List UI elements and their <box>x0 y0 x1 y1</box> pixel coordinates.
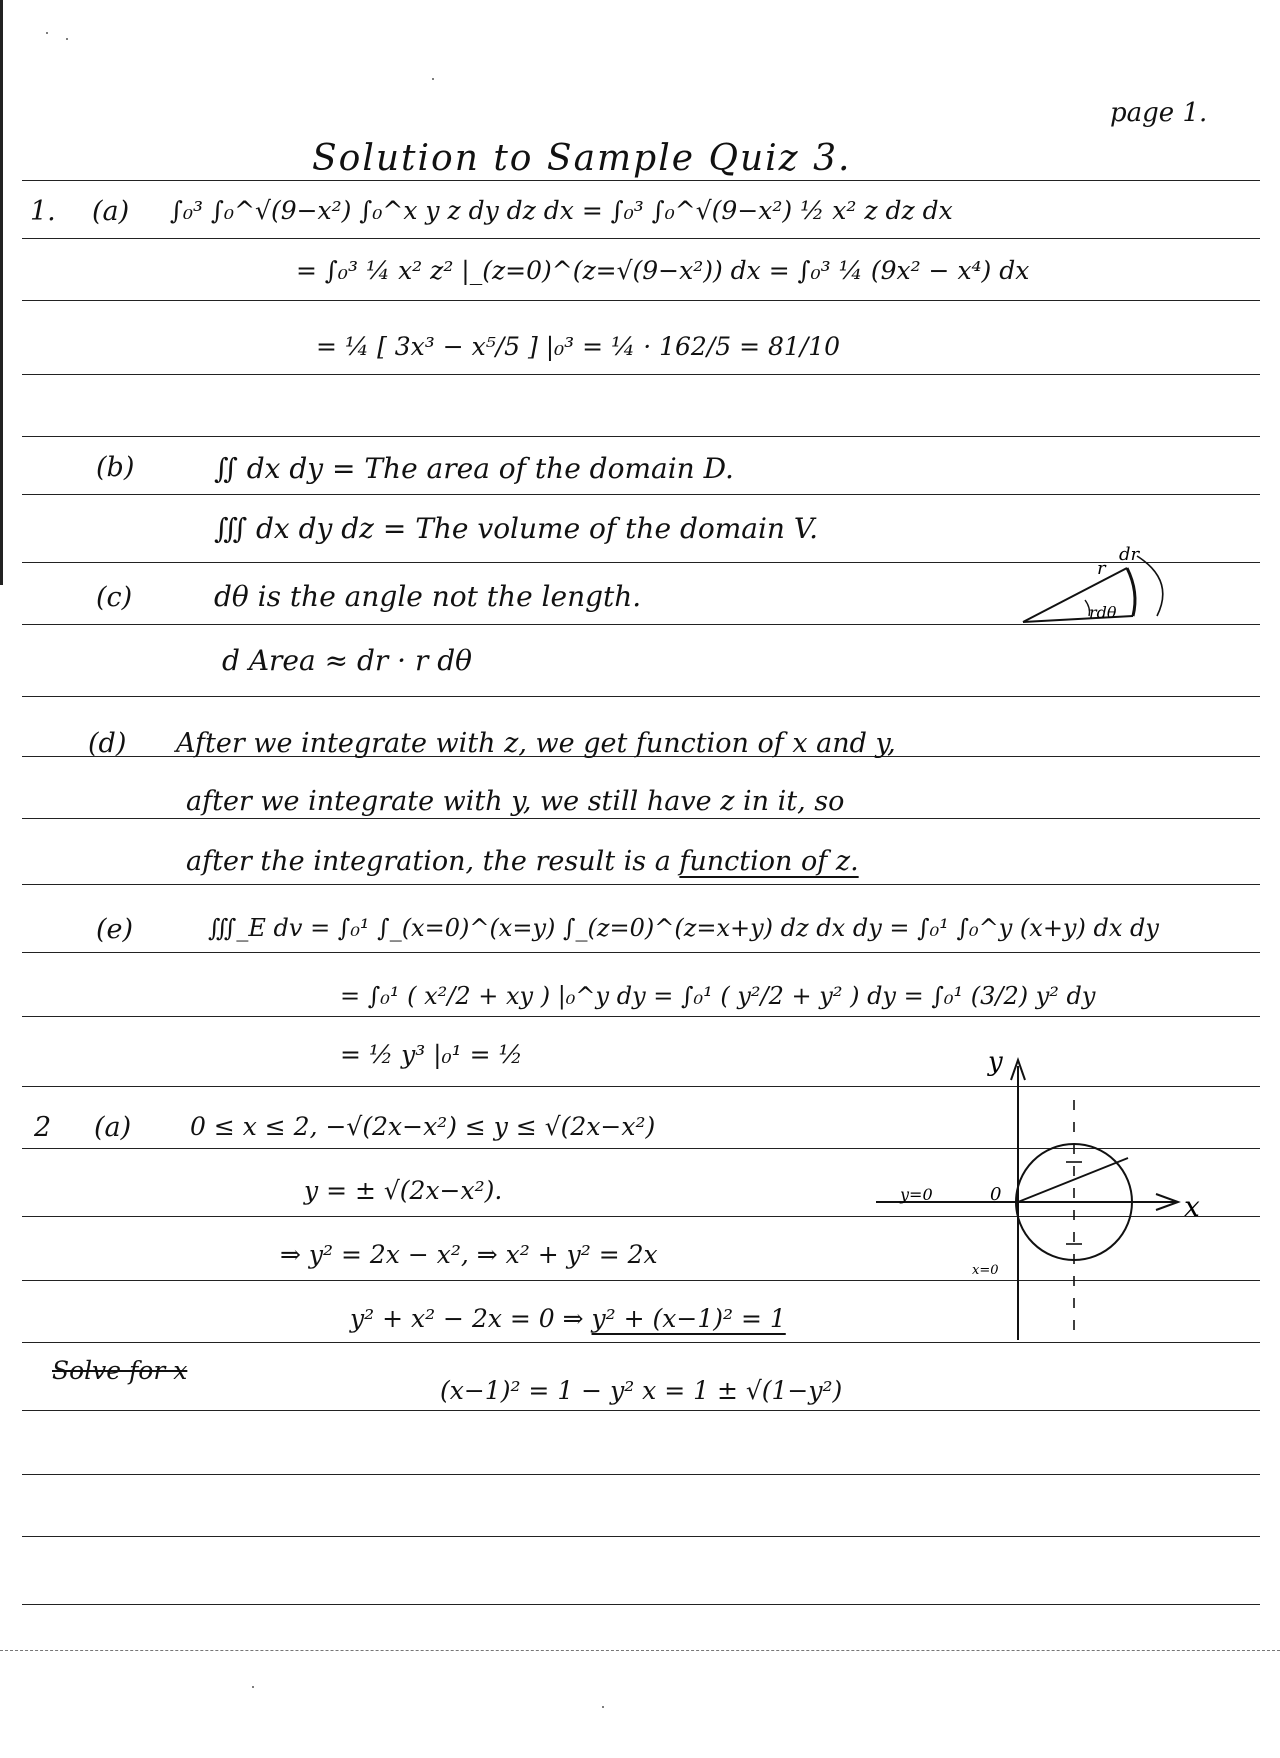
part-1c-line-1: dθ is the angle not the length. <box>214 580 642 613</box>
part-1d-line-3-text: after the integration, the result is a <box>186 846 680 877</box>
part-1a-label: (a) <box>92 196 130 227</box>
part-1d-label: (d) <box>88 728 127 759</box>
page-title: Solution to Sample Quiz 3. <box>312 138 852 179</box>
fig-label-origin: 0 <box>990 1184 1002 1205</box>
part-1d-line-1: After we integrate with z, we get function of x and y, <box>176 728 896 759</box>
ruled-line <box>22 696 1260 697</box>
part-1c-label: (c) <box>96 582 133 613</box>
ruled-line <box>22 374 1260 375</box>
scan-speck <box>432 78 434 80</box>
part-1e-line-1: ∭_E dv = ∫₀¹ ∫_(x=0)^(x=y) ∫_(z=0)^(z=x+y) dz dx dy = ∫₀¹ ∫₀^y (x+y) dx dy <box>208 914 1159 942</box>
ruled-line <box>22 238 1260 239</box>
part-2a-line-5: (x−1)² = 1 − y² x = 1 ± √(1−y²) <box>440 1376 843 1405</box>
part-1a-line-1: ∫₀³ ∫₀^√(9−x²) ∫₀^x y z dy dz dx = ∫₀³ ∫₀^√(9−x²) ½ x² z dz dx <box>170 196 953 225</box>
part-2a-underlined-circle: y² + (x−1)² = 1 <box>591 1304 786 1333</box>
ruled-line <box>22 180 1260 181</box>
ruled-line <box>22 1474 1260 1475</box>
scan-speck <box>602 1706 604 1708</box>
part-1a-line-2: = ∫₀³ ¼ x² z² |_(z=0)^(z=√(9−x²)) dx = ∫₀³ ¼ (9x² − x⁴) dx <box>296 256 1030 285</box>
fig-label-dr: dr <box>1119 544 1140 565</box>
ruled-line <box>22 952 1260 953</box>
scan-speck <box>66 38 68 40</box>
part-1d-line-2: after we integrate with y, we still have z in it, so <box>186 786 845 817</box>
fig-label-r: r <box>1097 558 1106 579</box>
problem-1-number: 1. <box>30 196 56 227</box>
ruled-line <box>22 436 1260 437</box>
part-2a-line-1: 0 ≤ x ≤ 2, −√(2x−x²) ≤ y ≤ √(2x−x²) <box>190 1112 656 1141</box>
ruled-line <box>22 1410 1260 1411</box>
polar-wedge-figure <box>1015 530 1175 650</box>
part-2a-label: (a) <box>94 1112 132 1143</box>
part-1e-line-3: = ½ y³ |₀¹ = ½ <box>340 1040 523 1069</box>
problem-2-number: 2 <box>34 1112 52 1143</box>
fig-label-rdtheta: rdθ <box>1089 603 1117 622</box>
circle-domain-figure <box>870 1040 1230 1360</box>
part-1b-line-2: ∭ dx dy dz = The volume of the domain V. <box>214 512 819 545</box>
part-2a-line-3: ⇒ y² = 2x − x², ⇒ x² + y² = 2x <box>280 1240 658 1269</box>
fig-label-y-axis: y <box>988 1047 1003 1077</box>
part-2a-line-4-text: y² + x² − 2x = 0 ⇒ <box>350 1304 592 1333</box>
ruled-line <box>22 818 1260 819</box>
ruled-line <box>22 1016 1260 1017</box>
ruled-line <box>22 884 1260 885</box>
ruled-line <box>22 1536 1260 1537</box>
part-1c-line-2: d Area ≈ dr · r dθ <box>222 644 473 677</box>
ruled-line <box>22 494 1260 495</box>
left-page-edge <box>0 0 3 585</box>
part-2a-line-2: y = ± √(2x−x²). <box>304 1176 503 1205</box>
part-2a-struck-note: Solve for x <box>52 1356 188 1385</box>
part-1e-line-2: = ∫₀¹ ( x²/2 + xy ) |₀^y dy = ∫₀¹ ( y²/2 + y² ) dy = ∫₀¹ (3/2) y² dy <box>340 982 1096 1010</box>
fig-label-x-axis: x <box>1184 1190 1200 1223</box>
part-1a-line-3: = ¼ [ 3x³ − x⁵/5 ] |₀³ = ¼ · 162/5 = 81/10 <box>316 332 841 361</box>
page-label: page 1. <box>1110 98 1208 128</box>
part-2a-line-4 <box>350 1304 786 1333</box>
part-1d-line-3 <box>186 846 859 877</box>
fig-label-x0: x=0 <box>972 1263 999 1278</box>
part-1b-label: (b) <box>96 452 135 483</box>
scan-speck <box>46 32 48 34</box>
ruled-line <box>22 1604 1260 1605</box>
part-1e-label: (e) <box>96 914 134 945</box>
part-1b-line-1: ∬ dx dy = The area of the domain D. <box>214 452 734 485</box>
part-1d-underlined-answer: function of z. <box>679 846 859 877</box>
fig-label-y0: y=0 <box>900 1185 933 1204</box>
scan-speck <box>252 1686 254 1688</box>
bottom-scan-edge <box>0 1650 1280 1651</box>
ruled-line <box>22 300 1260 301</box>
